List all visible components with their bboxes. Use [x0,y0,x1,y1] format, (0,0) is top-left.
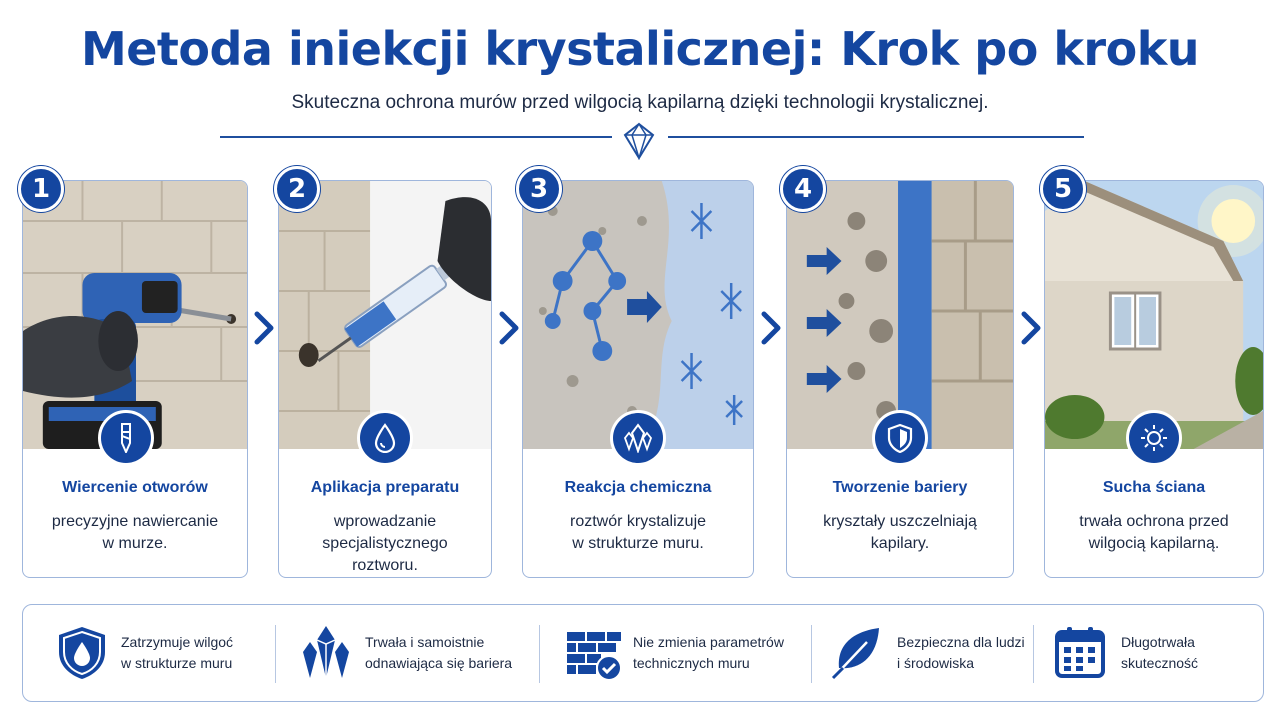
chevron-right-icon [253,308,275,348]
feature-item-1 [53,605,233,701]
feature-5-line-1: Długotrwała [1121,634,1195,650]
step-card-4 [786,180,1014,578]
feature-1-line-1: Zatrzymuje wilgoć [121,634,234,650]
step-card-5 [1044,180,1264,578]
feature-2-line-1: Trwała i samoistnie [365,634,485,650]
shield-drop-icon [53,624,111,682]
page-title: Metoda iniekcji krystalicznej: Krok po kroku [80,22,1200,76]
feature-1-line-2: w strukturze muru [121,655,233,671]
feature-item-3 [565,605,784,701]
page-subtitle: Skuteczna ochrona murów przed wilgocią kapilarną dzięki technologii krystalicznej. [291,92,989,113]
feature-item-2 [297,605,512,701]
chevron-right-icon [1020,308,1042,348]
crystal-icon [610,410,666,466]
step-2-desc-line-2: specjalistycznego [322,535,448,552]
step-card-1 [22,180,248,578]
calendar-icon [1053,624,1111,682]
feature-item-5 [1053,605,1198,701]
feature-separator [811,625,812,683]
brick-check-icon [565,624,623,682]
leaf-icon [829,624,887,682]
feature-separator [539,625,540,683]
step-3-desc-line-1: roztwór krystalizuje [569,513,707,530]
feature-2-line-2: odnawiająca się bariera [365,655,513,671]
feature-separator [1033,625,1034,683]
step-2-image [279,181,491,449]
drop-icon [357,410,413,466]
step-card-2 [278,180,492,578]
step-5-title: Sucha ściana [1102,479,1206,496]
step-5-image [1045,181,1263,449]
step-1-title: Wiercenie otworów [62,479,208,496]
step-2-desc-line-3: roztworu. [352,557,418,574]
shield-icon [872,410,928,466]
feature-item-4 [829,605,1025,701]
step-3-title: Reakcja chemiczna [564,479,712,496]
feature-3-line-2: technicznych muru [633,655,750,671]
feature-4-line-1: Bezpieczna dla ludzi [897,634,1025,650]
chevron-right-icon [760,308,782,348]
drill-bit-icon [98,410,154,466]
step-5-number-badge: 5 [1040,166,1086,212]
step-3-image [523,181,753,449]
step-5-description [1063,511,1245,555]
chevron-right-icon [498,308,520,348]
step-1-image [23,181,247,449]
step-1-desc-line-2: w murze. [102,535,168,552]
step-5-desc-line-2: wilgocią kapilarną. [1088,535,1220,552]
step-4-description [805,511,995,555]
step-3-description [541,511,735,555]
features-panel [22,604,1264,702]
crystals-icon [297,624,355,682]
step-2-description [297,511,473,577]
step-4-number-badge: 4 [780,166,826,212]
step-4-image [787,181,1013,449]
step-card-3 [522,180,754,578]
feature-5-line-2: skuteczność [1121,655,1199,671]
step-4-title: Tworzenie bariery [832,479,968,496]
step-4-desc-line-2: kapilary. [870,535,930,552]
divider-left [220,136,612,138]
step-2-number-badge: 2 [274,166,320,212]
step-5-desc-line-1: trwała ochrona przed [1079,513,1229,530]
feature-separator [275,625,276,683]
step-4-desc-line-1: kryształy uszczelniają [823,513,977,530]
feature-3-line-1: Nie zmienia parametrów [633,634,784,650]
step-1-desc-line-1: precyzyjne nawiercanie [51,513,219,530]
step-2-title: Aplikacja preparatu [310,479,460,496]
step-3-desc-line-2: w strukturze muru. [572,535,704,552]
step-1-number-badge: 1 [18,166,64,212]
feature-4-line-2: i środowiska [897,655,975,671]
sun-icon [1126,410,1182,466]
step-1-description [41,511,229,555]
step-3-number-badge: 3 [516,166,562,212]
step-2-desc-line-1: wprowadzanie [333,513,437,530]
divider-right [668,136,1084,138]
diamond-icon [622,122,656,160]
